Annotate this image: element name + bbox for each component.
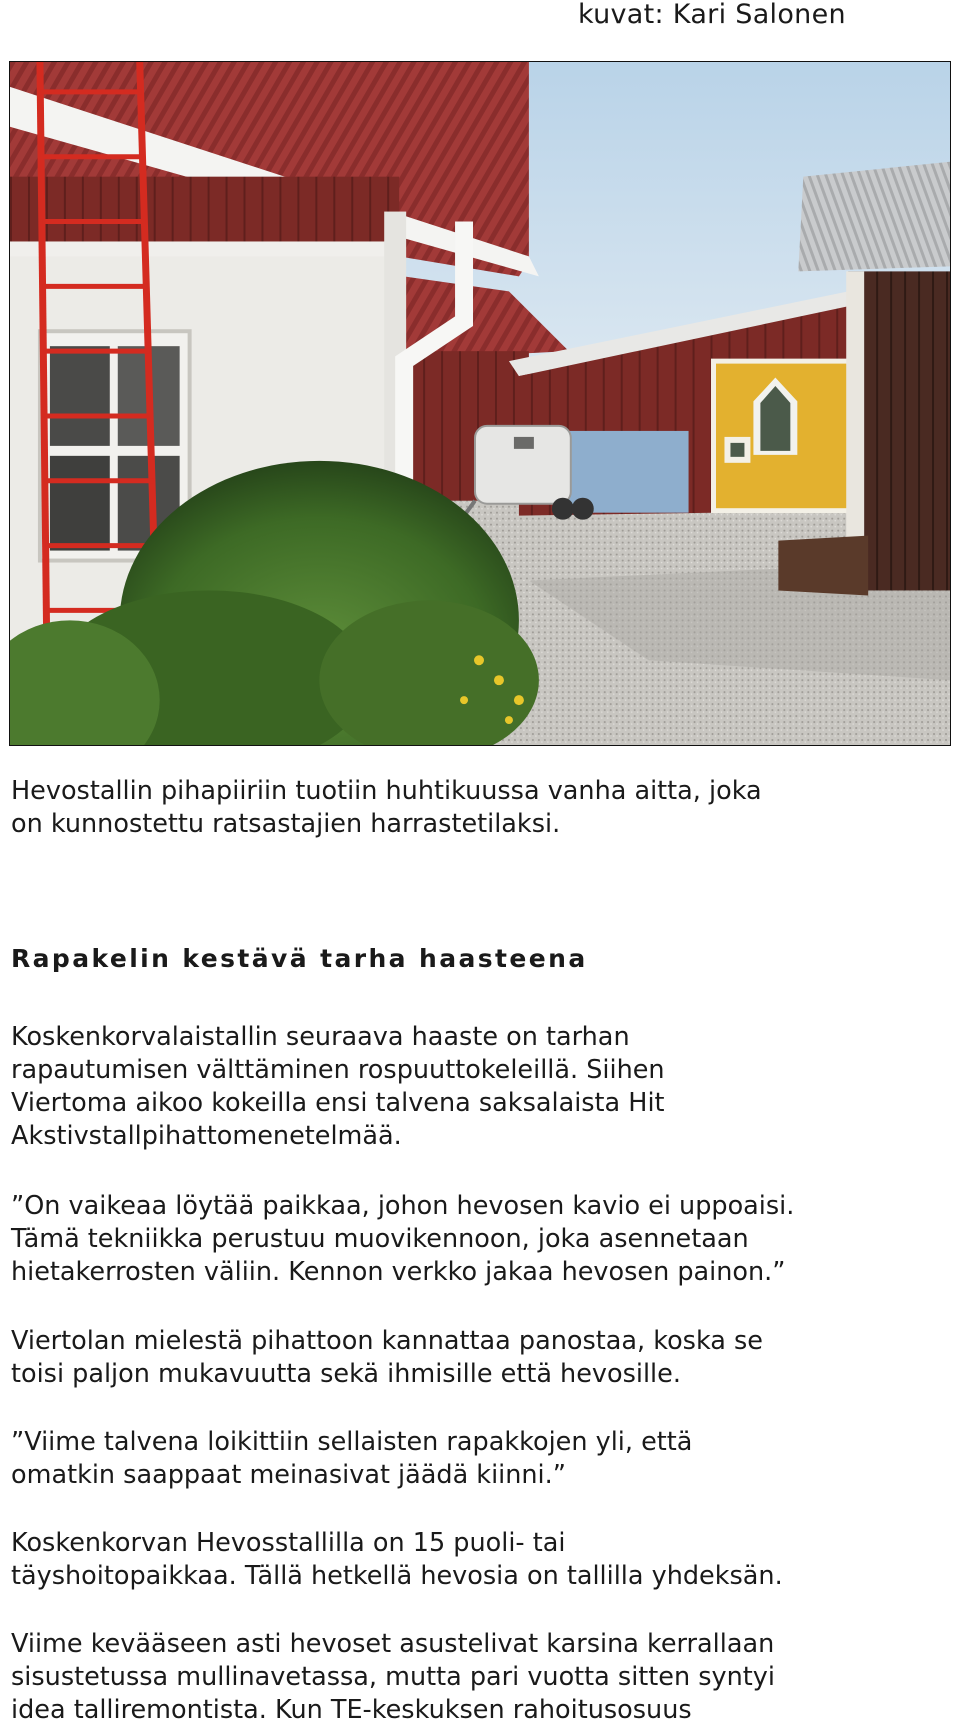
article-paragraph (11, 1190, 951, 1289)
article-paragraph (11, 1426, 951, 1492)
paragraph-line: toisi paljon mukavuutta sekä ihmisille että hevosille. (11, 1359, 681, 1389)
paragraph-line: Viertoma aikoo kokeilla ensi talvena saksalaista Hit (11, 1088, 665, 1118)
paragraph-line: rapautumisen välttäminen rospuuttokeleillä. Siihen (11, 1055, 665, 1085)
article-photo (9, 61, 951, 746)
photo-caption (11, 775, 951, 841)
paragraph-line: Koskenkorvalaistallin seuraava haaste on tarhan (11, 1022, 630, 1052)
paragraph-line: Viertolan mielestä pihattoon kannattaa panostaa, koska se (11, 1326, 763, 1356)
article-paragraph (11, 1628, 951, 1727)
article-paragraph (11, 1021, 951, 1153)
paragraph-line: täyshoitopaikkaa. Tällä hetkellä hevosia on tallilla yhdeksän. (11, 1561, 783, 1591)
photo-credit: kuvat: Kari Salonen (578, 0, 846, 30)
paragraph-line: omatkin saappaat meinasivat jäädä kiinni.” (11, 1460, 566, 1490)
section-heading: Rapakelin kestävä tarha haasteena (11, 944, 588, 973)
caption-line: on kunnostettu ratsastajien harrastetilaksi. (11, 809, 561, 839)
paragraph-line: idea talliremontista. Kun TE-keskuksen rahoitusosuus (11, 1695, 692, 1725)
paragraph-line: hietakerrosten väliin. Kennon verkko jakaa hevosen painon.” (11, 1257, 786, 1287)
paragraph-line: ”Viime talvena loikittiin sellaisten rapakkojen yli, että (11, 1427, 693, 1457)
paragraph-line: ”On vaikeaa löytää paikkaa, johon hevosen kavio ei uppoaisi. (11, 1191, 795, 1221)
paragraph-line: Viime kevääseen asti hevoset asustelivat karsina kerrallaan (11, 1629, 775, 1659)
caption-line: Hevostallin pihapiiriin tuotiin huhtikuussa vanha aitta, joka (11, 776, 762, 806)
article-paragraph (11, 1527, 951, 1593)
paragraph-line: Tämä tekniikka perustuu muovikennoon, joka asennetaan (11, 1224, 749, 1254)
article-paragraph (11, 1325, 951, 1391)
paragraph-line: Koskenkorvan Hevosstallilla on 15 puoli- tai (11, 1528, 566, 1558)
paragraph-line: Akstivstallpihattomenetelmää. (11, 1121, 402, 1151)
paragraph-line: sisustetussa mullinavetassa, mutta pari vuotta sitten syntyi (11, 1662, 775, 1692)
